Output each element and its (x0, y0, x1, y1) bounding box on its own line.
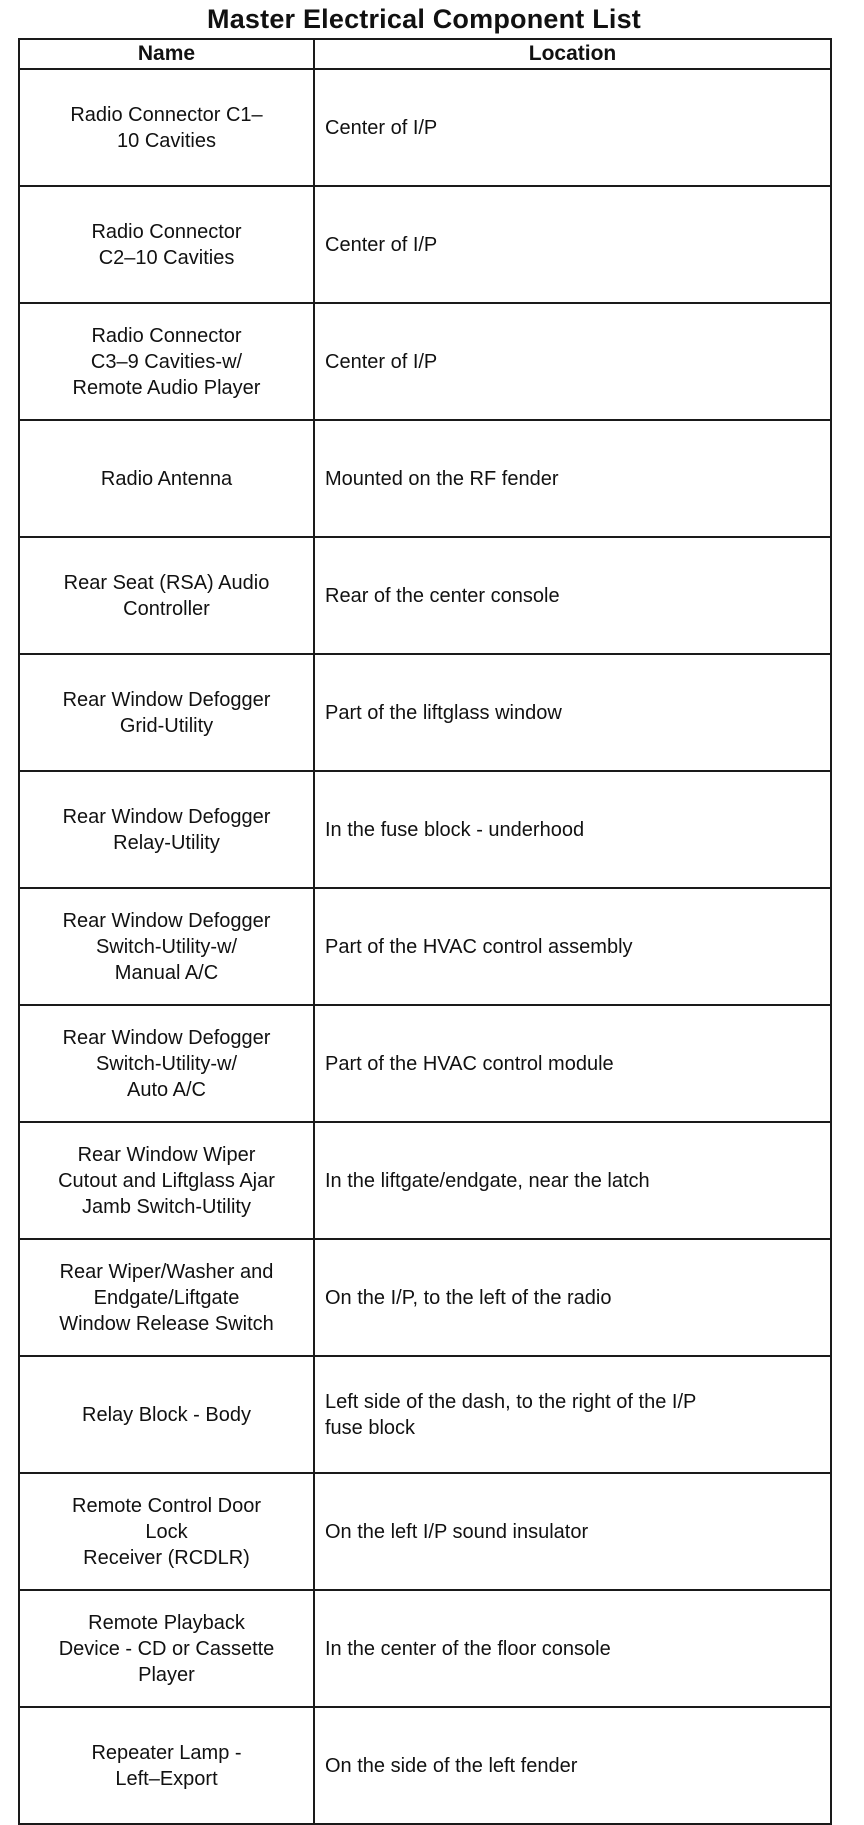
component-location-cell: Part of the HVAC control module (314, 1005, 831, 1122)
component-name-cell: Rear Seat (RSA) Audio Controller (19, 537, 314, 654)
component-location-cell: Left side of the dash, to the right of the I/P fuse block (314, 1356, 831, 1473)
table-row (19, 654, 831, 771)
component-name-cell: Remote Control Door Lock Receiver (RCDLR) (19, 1473, 314, 1590)
component-name-cell: Radio Connector C1– 10 Cavities (19, 69, 314, 186)
component-name-cell: Rear Window Defogger Switch-Utility-w/ Manual A/C (19, 888, 314, 1005)
component-name-cell: Rear Wiper/Washer and Endgate/Liftgate Window Release Switch (19, 1239, 314, 1356)
table-row (19, 1590, 831, 1707)
table-row (19, 537, 831, 654)
component-name-cell: Rear Window Defogger Grid-Utility (19, 654, 314, 771)
table-row (19, 1005, 831, 1122)
component-location-cell: On the side of the left fender (314, 1707, 831, 1824)
table-row (19, 69, 831, 186)
component-location-cell: In the fuse block - underhood (314, 771, 831, 888)
component-name-cell: Remote Playback Device - CD or Cassette Player (19, 1590, 314, 1707)
header-name: Name (19, 39, 314, 69)
component-name-cell: Radio Connector C2–10 Cavities (19, 186, 314, 303)
table-row (19, 303, 831, 420)
component-location-cell: Mounted on the RF fender (314, 420, 831, 537)
table-row (19, 1356, 831, 1473)
table-body (19, 69, 831, 1824)
component-table (18, 38, 832, 1825)
table-row (19, 1707, 831, 1824)
component-location-cell: In the liftgate/endgate, near the latch (314, 1122, 831, 1239)
component-name-cell: Rear Window Defogger Relay-Utility (19, 771, 314, 888)
component-location-cell: On the I/P, to the left of the radio (314, 1239, 831, 1356)
page-title: Master Electrical Component List (207, 4, 641, 34)
component-location-cell: Center of I/P (314, 186, 831, 303)
table-row (19, 888, 831, 1005)
table-row (19, 1239, 831, 1356)
table-row (19, 186, 831, 303)
component-name-cell: Rear Window Wiper Cutout and Liftglass Ajar Jamb Switch-Utility (19, 1122, 314, 1239)
component-location-cell: Center of I/P (314, 303, 831, 420)
table-row (19, 1473, 831, 1590)
table-header-row (19, 39, 831, 69)
component-name-cell: Relay Block - Body (19, 1356, 314, 1473)
table-row (19, 771, 831, 888)
table-row (19, 1122, 831, 1239)
component-location-cell: In the center of the floor console (314, 1590, 831, 1707)
component-location-cell: Part of the liftglass window (314, 654, 831, 771)
component-name-cell: Rear Window Defogger Switch-Utility-w/ Auto A/C (19, 1005, 314, 1122)
component-location-cell: On the left I/P sound insulator (314, 1473, 831, 1590)
component-location-cell: Part of the HVAC control assembly (314, 888, 831, 1005)
component-location-cell: Center of I/P (314, 69, 831, 186)
component-name-cell: Radio Antenna (19, 420, 314, 537)
table-row (19, 420, 831, 537)
header-location: Location (314, 39, 831, 69)
component-name-cell: Radio Connector C3–9 Cavities-w/ Remote Audio Player (19, 303, 314, 420)
component-name-cell: Repeater Lamp - Left–Export (19, 1707, 314, 1824)
component-location-cell: Rear of the center console (314, 537, 831, 654)
